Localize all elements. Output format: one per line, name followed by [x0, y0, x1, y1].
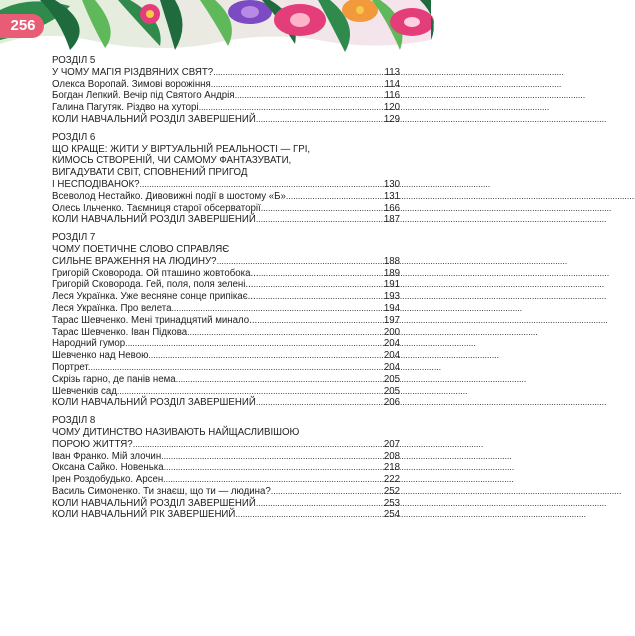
entry-title: ПОРОЮ ЖИТТЯ? [52, 438, 133, 450]
dot-leader [256, 114, 383, 126]
dot-leader [256, 214, 383, 226]
entry-title: Народний гумор [52, 338, 126, 350]
dot-leader [256, 498, 383, 510]
section-title: РОЗДІЛ 7 [52, 232, 96, 244]
entry-page-number: 187 [383, 214, 400, 226]
entry-title: КОЛИ НАВЧАЛЬНИЙ РІК ЗАВЕРШЕНИЙ [52, 509, 236, 521]
toc-entry[interactable] [52, 256, 400, 268]
entry-page-number: 252 [383, 485, 400, 497]
entry-page-number: 113 [384, 66, 400, 78]
dot-leader [133, 439, 383, 451]
entry-title: Іван Франко. Мій злочин [52, 450, 162, 462]
dot-leader [172, 303, 383, 315]
toc-section [52, 55, 400, 126]
toc-entry[interactable] [52, 114, 400, 126]
dot-leader [257, 315, 383, 327]
toc-entry[interactable] [52, 462, 400, 474]
dot-leader [187, 327, 383, 339]
entry-title: Богдан Лепкий. Вечір під Святого Андрія [52, 90, 235, 102]
entry-title: Всеволод Нестайко. Дивовижні події в шостому «Б» [52, 190, 286, 202]
toc-entry[interactable] [52, 268, 400, 280]
entry-title: Григорій Сковорода. Ой пташино жовтобока... [52, 267, 259, 279]
toc-entry[interactable] [52, 474, 400, 486]
dot-leader [140, 179, 383, 191]
dot-leader [163, 474, 383, 486]
entry-title: Тарас Шевченко. Мені тринадцятий минало... [52, 314, 258, 326]
entry-title: КОЛИ НАВЧАЛЬНИЙ РОЗДІЛ ЗАВЕРШЕНИЙ [52, 113, 256, 125]
toc-section [52, 232, 400, 409]
entry-page-number: 193 [383, 291, 400, 303]
toc-section [52, 132, 400, 226]
section-title: РОЗДІЛ 8 [52, 415, 96, 427]
entry-title-line: ВИГАДУВАТИ СВІТ, СПОВНЕНИЙ ПРИГОД [52, 167, 248, 179]
dot-leader [117, 386, 383, 398]
dot-leader [254, 279, 383, 291]
toc-entry[interactable] [52, 90, 400, 102]
section-title: РОЗДІЛ 5 [52, 55, 96, 66]
entry-title: Олекса Воропай. Зимові ворожіння [52, 78, 211, 90]
entry-page-number: 194 [383, 302, 400, 314]
toc-entry[interactable] [52, 362, 400, 374]
toc-section [52, 415, 400, 521]
toc-entry[interactable] [52, 102, 400, 114]
entry-title: І НЕСПОДІВАНОК? [52, 178, 140, 190]
page-number-badge: 256 [0, 14, 44, 38]
dot-leader [235, 509, 382, 521]
entry-title: Ірен Роздобудько. Арсен [52, 474, 164, 486]
toc-entry[interactable] [52, 350, 400, 362]
entry-page-number: 206 [383, 397, 400, 409]
toc-entry[interactable] [52, 498, 400, 510]
entry-title: КОЛИ НАВЧАЛЬНИЙ РОЗДІЛ ЗАВЕРШЕНИЙ [52, 214, 256, 226]
entry-page-number: 120 [383, 102, 400, 114]
toc-entry[interactable] [52, 191, 400, 203]
entry-page-number: 200 [383, 326, 400, 338]
dot-leader [235, 90, 384, 102]
dot-leader [259, 268, 383, 280]
dot-leader [286, 191, 383, 203]
toc-entry[interactable] [52, 397, 400, 409]
dot-leader [125, 338, 383, 350]
entry-title: Галина Пагутяк. Різдво на хуторі [52, 102, 199, 114]
entry-page-number: 253 [383, 497, 400, 509]
entry-page-number: 130 [383, 178, 400, 190]
toc-entry[interactable] [52, 451, 400, 463]
entry-title-line: ЧОМУ ДИТИНСТВО НАЗИВАЮТЬ НАЙЩАСЛИВІШОЮ [52, 426, 300, 438]
floral-illustration [0, 0, 431, 56]
entry-title: Леся Українка. Про велета [52, 302, 172, 314]
entry-title: КОЛИ НАВЧАЛЬНИЙ РОЗДІЛ ЗАВЕРШЕНИЙ [52, 397, 256, 409]
dot-leader [213, 67, 383, 79]
entry-title: Оксана Сайко. Новенька [52, 462, 164, 474]
toc-entry[interactable] [52, 279, 400, 291]
entry-title-line: ЧОМУ ПОЕТИЧНЕ СЛОВО СПРАВЛЯЄ [52, 243, 230, 255]
entry-title: Григорій Сковорода. Гей, поля, поля зелені... [52, 279, 254, 291]
entry-title: СИЛЬНЕ ВРАЖЕННЯ НА ЛЮДИНУ? [52, 255, 217, 267]
entry-page-number: 204 [383, 361, 400, 373]
entry-page-number: 166 [383, 202, 400, 214]
entry-title: Шевченко над Невою [52, 350, 149, 362]
toc-entry[interactable] [52, 214, 400, 226]
entry-title: У ЧОМУ МАГІЯ РІЗДВЯНИХ СВЯТ? [52, 66, 214, 78]
dot-leader [176, 374, 383, 386]
dot-leader [161, 451, 383, 463]
toc-entry[interactable] [52, 374, 400, 386]
entry-page-number: 204 [383, 350, 400, 362]
entry-page-number: 204 [383, 338, 400, 350]
entry-title-line: ЩО КРАЩЕ: ЖИТИ У ВІРТУАЛЬНІЙ РЕАЛЬНОСТІ — ГРІ, [52, 143, 311, 155]
dot-leader [271, 486, 383, 498]
entry-page-number: 254 [383, 509, 400, 521]
dot-leader [148, 350, 382, 362]
toc-entry[interactable] [52, 486, 400, 498]
table-of-contents [52, 55, 400, 527]
entry-page-number: 205 [383, 385, 400, 397]
floral-banner [0, 0, 431, 56]
toc-entry[interactable] [52, 179, 400, 191]
entry-title-line: КИМОСЬ СТВОРЕНІЙ, ЧИ САМОМУ ФАНТАЗУВАТИ, [52, 155, 292, 167]
entry-page-number: 129 [383, 113, 400, 125]
entry-title: Олесь Ільченко. Таємниця старої обсерваторії [52, 202, 261, 214]
entry-page-number: 116 [384, 90, 400, 102]
toc-entry[interactable] [52, 315, 400, 327]
entry-title: Портрет. [52, 361, 91, 373]
toc-entry[interactable] [52, 291, 400, 303]
toc-entry[interactable] [52, 386, 400, 398]
entry-page-number: 197 [383, 314, 400, 326]
toc-entry[interactable] [52, 509, 400, 521]
entry-page-number: 131 [383, 190, 400, 202]
entry-page-number: 207 [383, 438, 400, 450]
entry-title: КОЛИ НАВЧАЛЬНИЙ РОЗДІЛ ЗАВЕРШЕНИЙ [52, 497, 256, 509]
entry-page-number: 208 [383, 450, 400, 462]
entry-page-number: 205 [383, 373, 400, 385]
dot-leader [90, 362, 382, 374]
toc-entry[interactable] [52, 79, 400, 91]
dot-leader [217, 256, 383, 268]
toc-entry[interactable] [52, 67, 400, 79]
dot-leader [256, 397, 383, 409]
entry-title: Скрізь гарно, де панів нема [52, 373, 176, 385]
entry-title: Василь Симоненко. Ти знаєш, що ти — людина? [52, 485, 271, 497]
entry-page-number: 188 [383, 255, 400, 267]
toc-entry[interactable] [52, 439, 400, 451]
section-title: РОЗДІЛ 6 [52, 131, 96, 143]
entry-page-number: 222 [383, 474, 400, 486]
entry-page-number: 189 [383, 267, 400, 279]
entry-page-number: 191 [383, 279, 400, 291]
entry-title: Леся Українка. Уже весняне сонце припікає... [52, 291, 256, 303]
toc-entry[interactable] [52, 303, 400, 315]
dot-leader [199, 102, 383, 114]
entry-title: Шевченків сад [52, 385, 117, 397]
entry-page-number: 218 [383, 462, 400, 474]
dot-leader [256, 291, 383, 303]
toc-entry[interactable] [52, 203, 400, 215]
dot-leader [164, 462, 383, 474]
toc-entry[interactable] [52, 327, 400, 339]
toc-entry[interactable] [52, 338, 400, 350]
dot-leader [261, 203, 383, 215]
dot-leader [211, 79, 384, 91]
entry-title: Тарас Шевченко. Іван Підкова [52, 326, 188, 338]
entry-page-number: 114 [384, 78, 400, 90]
